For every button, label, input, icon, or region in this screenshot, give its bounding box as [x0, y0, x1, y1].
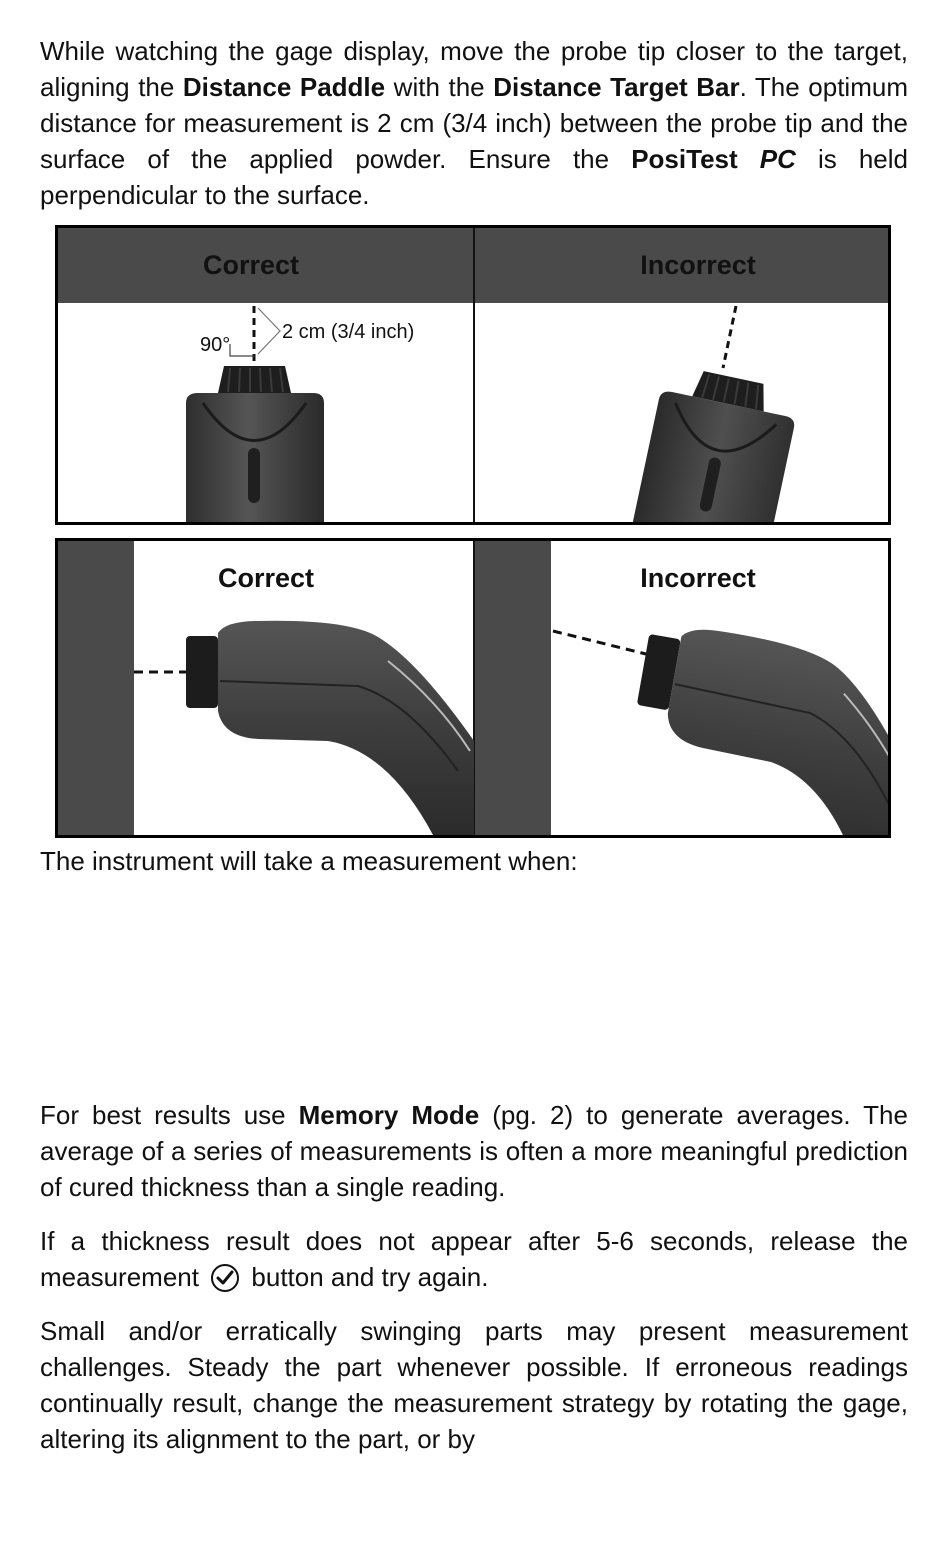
measure-intro: The instrument will take a measurement when: [40, 846, 578, 876]
distance-bracket [258, 308, 280, 354]
orientation-figure-side-svg [58, 541, 888, 835]
orientation-figure-top-svg [58, 228, 888, 522]
probe-side-tilted-icon [615, 619, 888, 835]
memory-text-2: (pg. 2) to generate averages. The average of a series of measurements is often a more meaningful prediction of cured thickness than a single reading. [40, 1100, 908, 1202]
side-tilted-distance-line [553, 631, 646, 654]
timeout-paragraph [40, 1223, 908, 1295]
correct-side-header: Correct [217, 563, 315, 593]
distance-target-bar-term: Distance Target Bar [493, 72, 740, 102]
intro-text-1: While watching the gage display, move the probe tip closer to the target, aligning the [40, 36, 908, 102]
intro-text-3: . The optimum distance for measurement is 2 cm (3/4 inch) between the probe tip and the surface of the applied powder. Ensure the [40, 72, 908, 174]
surface-wall-left [58, 541, 134, 835]
distance-paddle-term: Distance Paddle [182, 72, 386, 102]
surface-wall-right [474, 541, 551, 835]
probe-tilted-icon [629, 363, 802, 522]
positest-term: PosiTest [631, 144, 738, 174]
correct-header: Correct [202, 250, 300, 280]
intro-text-4: is held perpendicular to the surface. [40, 144, 908, 210]
right-angle-marker [230, 344, 254, 356]
probe-side-correct-icon [186, 621, 474, 835]
intro-paragraph [40, 33, 908, 213]
intro-text-2: with the [385, 72, 494, 102]
pc-term: PC [759, 144, 796, 174]
memory-text-1: For best results use [40, 1100, 299, 1130]
distance-label: 2 cm (3/4 inch) [282, 321, 415, 343]
small-parts-paragraph: Small and/or erratically swinging parts may present measurement challenges. Steady the part whenever possible. If erroneous readings continually result, change the measurement strategy by rotating the gage, altering its alignment to the part, or by [40, 1316, 908, 1454]
probe-upright-icon [186, 366, 324, 522]
check-circle-icon [210, 1263, 240, 1293]
memory-mode-term: Memory Mode [298, 1100, 480, 1130]
timeout-text-1: If a thickness result does not appear after 5-6 seconds, release the measurement [40, 1226, 908, 1292]
timeout-text-2: button and try again. [244, 1262, 489, 1292]
angle-label: 90° [200, 334, 231, 356]
tilted-distance-line [723, 306, 736, 368]
orientation-figure-top [55, 225, 891, 525]
incorrect-side-header: Incorrect [640, 563, 756, 593]
orientation-figure-side [55, 538, 891, 838]
incorrect-header: Incorrect [640, 250, 756, 280]
memory-mode-paragraph [40, 1097, 908, 1205]
